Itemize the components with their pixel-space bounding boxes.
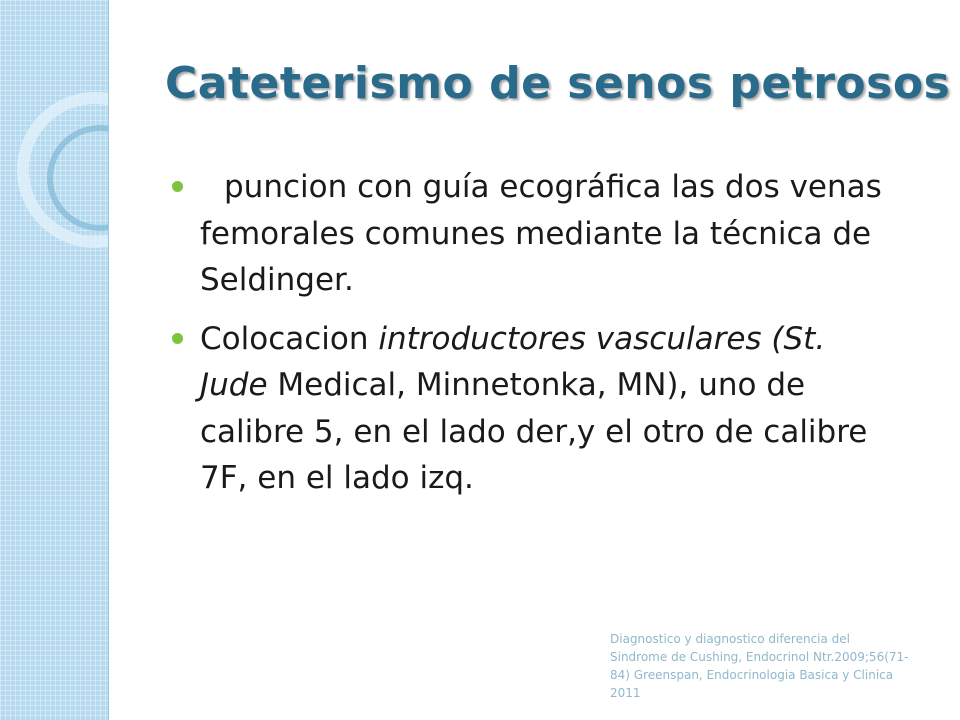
- bullet-dot-icon: [172, 333, 183, 344]
- bullet-item: [172, 164, 892, 304]
- circles-decoration: [0, 0, 108, 300]
- bullet-item: [172, 316, 892, 502]
- bullet-italic-text: introductores vasculares (St. Jude: [200, 320, 826, 403]
- bullet-text: Colocacion: [200, 320, 379, 357]
- bullet-list: [172, 164, 892, 514]
- reference-note: Diagnostico y diagnostico diferencia del Sindrome de Cushing, Endocrinol Ntr.2009;56(71-84) Greenspan, Endocrinologia Basica y Clinica 2011: [610, 632, 909, 700]
- sidebar-decoration: [0, 0, 109, 720]
- bullet-text: Medical, Minnetonka, MN), uno de calibre 5, en el lado der,y el otro de calibre 7F, en el lado izq.: [200, 367, 868, 496]
- bullet-text: puncion con guía ecográfica las dos venas femorales comunes mediante la técnica de Seldinger.: [200, 169, 882, 298]
- slide-title: Cateterismo de senos petrosos: [165, 58, 951, 109]
- bullet-dot-icon: [172, 181, 183, 192]
